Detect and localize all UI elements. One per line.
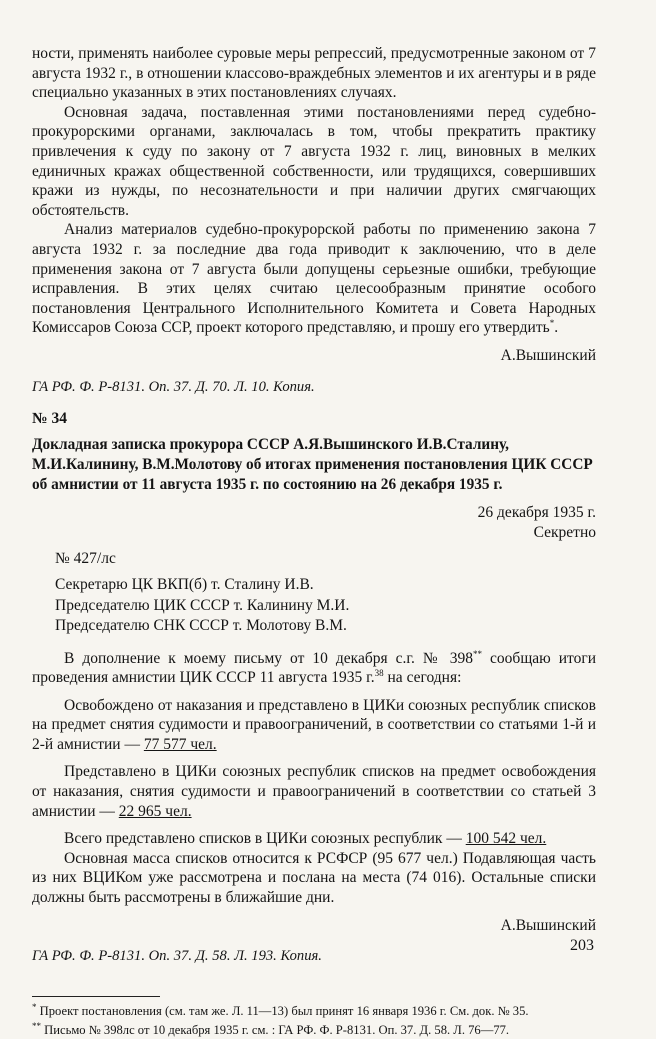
archive-source-2: ГА РФ. Ф. Р-8131. Оп. 37. Д. 58. Л. 193. Копия.: [32, 948, 322, 965]
signature-vyshinsky-2: А.Вышинский: [500, 916, 596, 934]
paragraph-main-task: Основная задача, поставленная этими постановлениями перед судебно-прокурорскими органами, заключалась в том, чтобы прекратить практику привлечения к суду по закону от 7 августа 1932 г. лиц, виновных в мелких единичных кражах общественной собственности, или трудящихся, совершивших кражи из нужды, по несознательности и при наличии других смягчающих обстоятельств.: [32, 103, 596, 219]
document-title: Докладная записка прокурора СССР А.Я.Вышинского И.В.Сталину, М.И.Калинину, В.М.Молотову об итогах применения постановления ЦИК СССР об амнистии от 11 августа 1935 г. по состоянию на 26 декабря 1935 г.: [32, 435, 593, 493]
paragraph-continuation: ности, применять наиболее суровые меры репрессий, предусмотренные законом от 7 августа 1932 г., в отношении классово-враждебных элементов и их агентуры и в ряде специально указанных в этих постановлениях случаях.: [32, 45, 596, 102]
footnote-marker: *: [549, 318, 555, 329]
page-content: [32, 44, 596, 1039]
footnote-marker-2: **: [473, 648, 483, 659]
paragraph-rsfsr: Основная масса списков относится к РСФСР (95 677 чел.) Подавляющая часть из них ВЦИКом уже рассмотрена и послана на места (74 016). Остальные списки должны быть рассмотрены в ближайшие дни.: [32, 849, 596, 907]
addressee-list: [32, 575, 596, 637]
page-number: 203: [570, 937, 594, 954]
article3-count: 22 965 чел.: [118, 802, 192, 820]
addressee-molotov: Председателю СНК СССР т. Молотову В.М.: [55, 617, 347, 634]
paragraph-article3: Представлено в ЦИКи союзных республик списков на предмет освобождения от наказания, снятия судимости и правоограничений в соответствии со статьей 3 амнистии — 22 965 чел.: [32, 763, 596, 820]
footnote-divider: [32, 996, 160, 997]
document-number: № 34: [32, 409, 67, 427]
reference-number: № 427/лс: [55, 549, 116, 567]
note-38: 38: [374, 667, 384, 678]
document-date: 26 декабря 1935 г.: [477, 503, 596, 521]
paragraph-analysis: Анализ материалов судебно-прокурорской работы по применению закона 7 августа 1932 г. за последние два года приводит к заключению, что в деле применения закона от 7 августа были допущены серьезные ошибки, требующие исправления. В этих целях считаю целесообразным принятие особого постановления Центрального Исполнительного Комитета и Совета Народных Комиссаров Союза ССР, проект которого представляю, и прошу его утвердить*.: [32, 221, 596, 337]
addressee-stalin: Секретарю ЦК ВКП(б) т. Сталину И.В.: [55, 576, 314, 593]
footnote-1: * Проект постановления (см. там же. Л. 11—13) был принят 16 января 1936 г. См. док. № 35.: [32, 1002, 529, 1019]
archive-source-1: ГА РФ. Ф. Р-8131. Оп. 37. Д. 70. Л. 10. Копия.: [32, 378, 315, 395]
footnote-2: ** Письмо № 398лс от 10 декабря 1935 г. см. : ГА РФ. Ф. Р-8131. Оп. 37. Д. 58. Л. 76—77.: [32, 1021, 510, 1038]
paragraph-released: Освобождено от наказания и представлено в ЦИКи союзных республик списков на предмет снятия судимости и правоограничений, в соответствии со статьями 1-й и 2-й амнистии — 77 577 чел.: [32, 696, 596, 753]
signature-vyshinsky-1: А.Вышинский: [500, 346, 596, 364]
addressee-kalinin: Председателю ЦИК СССР т. Калинину М.И.: [55, 596, 350, 614]
secrecy-stamp: Секретно: [533, 523, 596, 541]
released-count: 77 577 чел.: [143, 735, 217, 753]
paragraph-total: Всего представлено списков в ЦИКи союзных республик — 100 542 чел.: [64, 830, 547, 848]
total-count: 100 542 чел.: [465, 830, 547, 848]
paragraph-intro: В дополнение к моему письму от 10 декабря с.г. № 398** сообщаю итоги проведения амнистии ЦИК СССР 11 августа 1935 г.$^{38}$ на сегодня:: [32, 648, 596, 687]
